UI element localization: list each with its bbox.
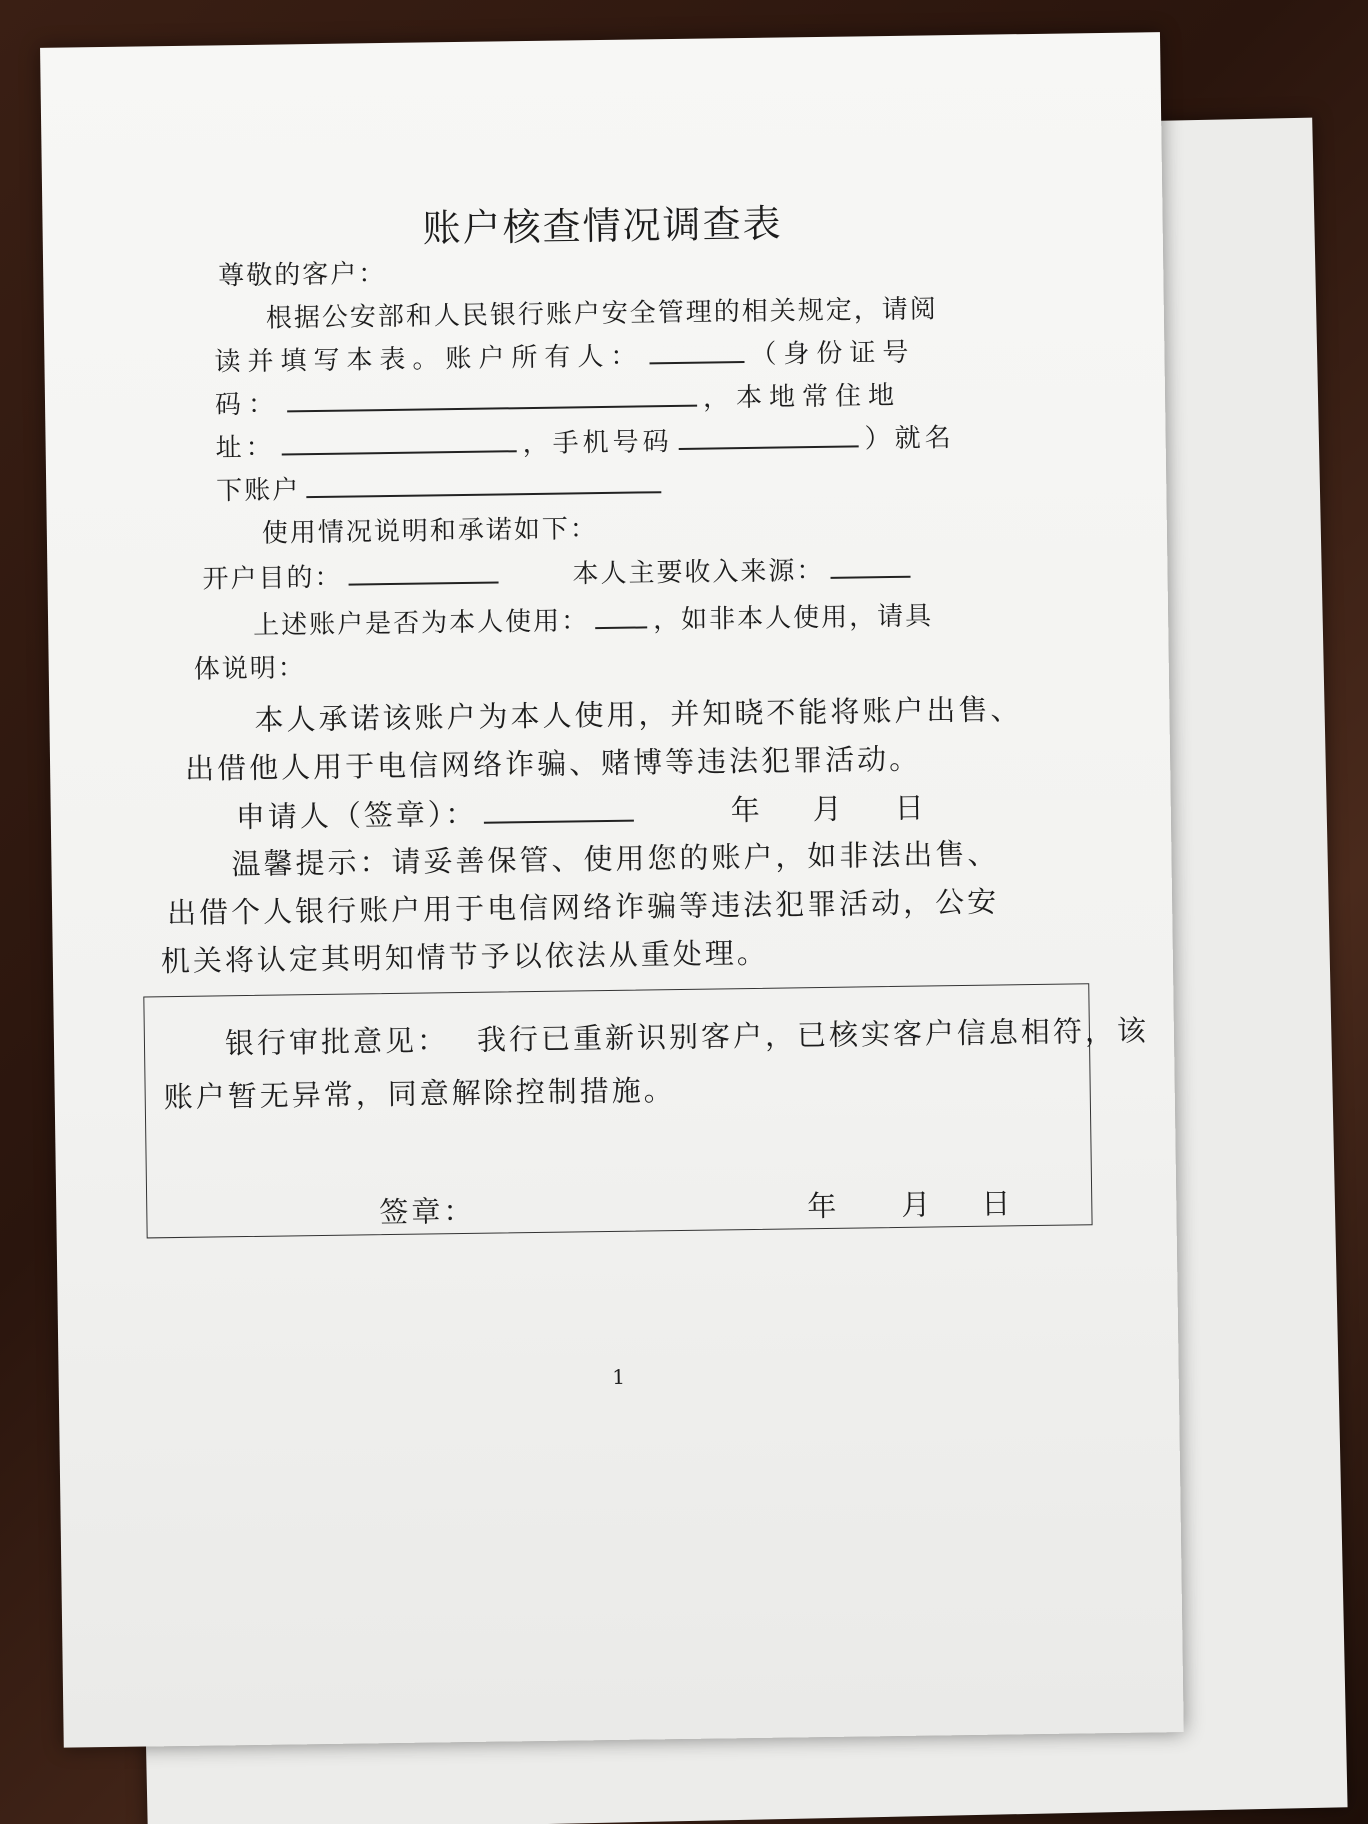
intro-text: ，本地常住地: [702, 380, 902, 414]
approval-text: 我行已重新识别客户，已核实客户信息相符，该: [476, 1013, 1150, 1057]
address-field[interactable]: [281, 424, 516, 455]
intro-text: ，手机号码: [522, 427, 673, 460]
month-label: 月: [901, 1187, 934, 1222]
salutation: 尊敬的客户：: [218, 259, 387, 292]
intro-line-1: 根据公安部和人民银行账户安全管理的相关规定，请阅: [265, 294, 939, 334]
approval-line-1: [225, 1008, 1150, 1062]
intro-text: 下账户: [216, 475, 301, 507]
intro-line-2: [214, 332, 915, 379]
income-label: 本人主要收入来源：: [572, 555, 825, 590]
tip-line-3: 机关将认定其明知情节予以依法从重处理。: [160, 935, 770, 979]
intro-text: 读并填写本表。账户所有人：: [214, 341, 644, 378]
self-use-field[interactable]: [595, 600, 647, 629]
approval-label: 银行审批意见：: [224, 1023, 450, 1061]
purpose-line: [202, 554, 505, 595]
day-label: 日: [981, 1186, 1014, 1221]
income-line: [572, 549, 916, 591]
form-content: [40, 32, 1184, 1747]
intro-text: ）就名: [864, 423, 955, 455]
tip-line-2: 出借个人银行账户用于电信网络诈骗等违法犯罪活动，公安: [166, 884, 1000, 931]
bank-approval-box: [143, 983, 1150, 1238]
self-use-text: 上述账户是否为本人使用：: [252, 606, 590, 641]
tip-line-1: 温馨提示：请妥善保管、使用您的账户，如非法出售、: [231, 836, 1000, 882]
usage-heading: 使用情况说明和承诺如下：: [261, 514, 599, 549]
intro-line-4: [215, 417, 954, 464]
self-use-text: ，如非本人使用，请具: [652, 601, 934, 636]
applicant-signature-field[interactable]: [483, 794, 633, 824]
purpose-field[interactable]: [348, 555, 498, 585]
form-title: 账户核查情况调查表: [422, 201, 783, 251]
purpose-label: 开户目的：: [202, 562, 343, 595]
month-label: 月: [812, 791, 846, 827]
intro-text: 址：: [215, 432, 276, 464]
intro-text: （身份证号: [750, 337, 916, 370]
account-number-field[interactable]: [306, 465, 661, 498]
approval-sign-label: 签章：: [379, 1193, 476, 1230]
page-number: 1: [612, 1364, 626, 1389]
year-label: 年: [807, 1188, 840, 1224]
phone-number-field[interactable]: [678, 419, 858, 450]
form-paper-sheet: [40, 32, 1184, 1747]
applicant-line: [236, 790, 640, 837]
id-number-field[interactable]: [287, 379, 697, 413]
promise-line-1: 本人承诺该账户为本人使用，并知晓不能将账户出售、: [254, 692, 1023, 737]
owner-name-field[interactable]: [649, 335, 744, 364]
approval-line-2: 账户暂无异常，同意解除控制措施。: [163, 1073, 676, 1115]
self-use-line: [253, 595, 933, 641]
income-source-field[interactable]: [830, 550, 910, 579]
promise-line-2: 出借他人用于电信网络诈骗、赌博等违法犯罪活动。: [184, 741, 922, 786]
self-use-explain: 体说明：: [193, 653, 306, 685]
applicant-label: 申请人（签章）：: [235, 796, 478, 835]
intro-line-5: [216, 464, 667, 507]
year-label: 年: [730, 792, 764, 828]
intro-line-3: [215, 375, 901, 422]
applicant-date: [730, 786, 927, 830]
day-label: 日: [894, 790, 928, 825]
intro-text: 码：: [214, 389, 282, 421]
approval-date: [807, 1181, 1014, 1225]
